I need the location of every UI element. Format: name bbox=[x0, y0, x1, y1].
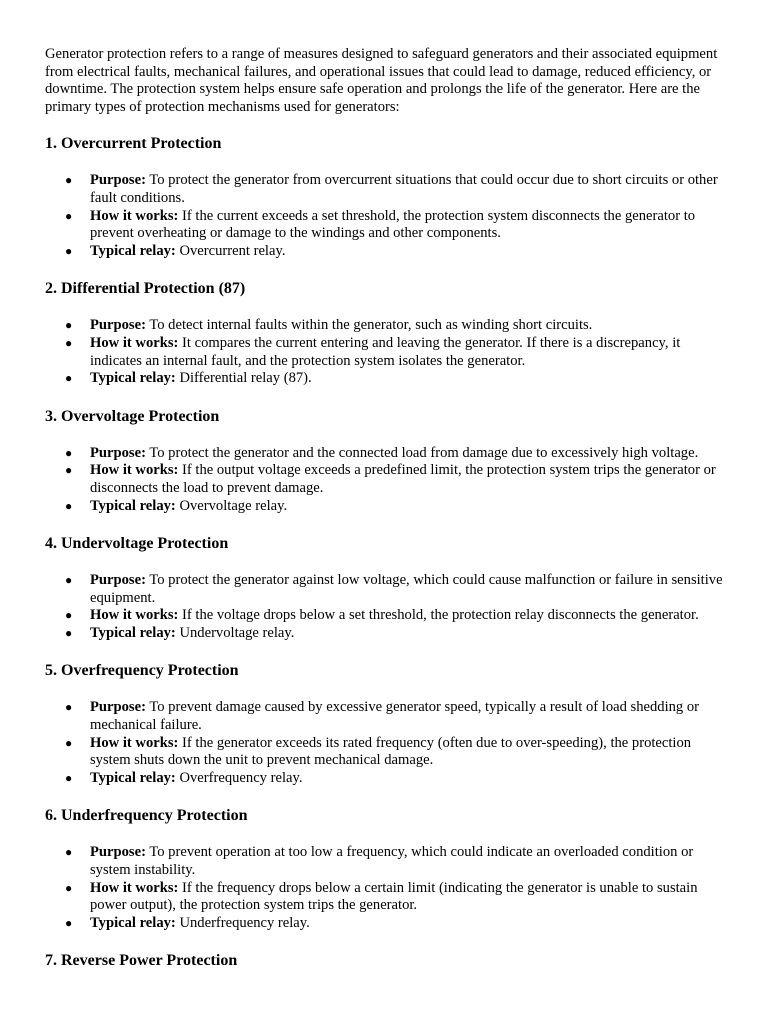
item-text: To protect the generator against low voltage, which could cause malfunction or failure in sensitive equipment. bbox=[90, 572, 723, 606]
list-item bbox=[65, 769, 724, 788]
bullet-icon: ● bbox=[65, 735, 73, 750]
list-item bbox=[65, 497, 724, 516]
list-item bbox=[65, 572, 724, 607]
item-label: How it works: bbox=[90, 207, 179, 224]
list-item bbox=[65, 242, 724, 261]
item-label: Typical relay: bbox=[90, 370, 176, 387]
item-label: How it works: bbox=[90, 734, 179, 751]
list-item bbox=[65, 207, 724, 243]
item-label: Purpose: bbox=[90, 699, 146, 716]
item-label: Purpose: bbox=[90, 172, 146, 189]
bullet-icon: ● bbox=[65, 173, 73, 188]
item-text: Underfrequency relay. bbox=[179, 914, 310, 931]
item-text: To protect the generator and the connected load from damage due to excessively high voltage. bbox=[149, 444, 699, 461]
item-label: How it works: bbox=[90, 462, 179, 479]
item-label: Typical relay: bbox=[90, 769, 176, 786]
section-list-underfrequency bbox=[45, 844, 724, 932]
bullet-icon: ● bbox=[65, 371, 73, 386]
bullet-icon: ● bbox=[65, 845, 73, 860]
item-text: If the current exceeds a set threshold, the protection system disconnects the generator to prevent overheating or damage to the windings and other components. bbox=[90, 207, 696, 242]
item-text: Differential relay (87). bbox=[179, 370, 312, 387]
item-label: How it works: bbox=[90, 334, 179, 351]
section-list-overfrequency bbox=[45, 699, 724, 787]
bullet-icon: ● bbox=[65, 335, 73, 350]
list-item bbox=[65, 370, 724, 388]
item-label: How it works: bbox=[90, 879, 179, 896]
list-item bbox=[65, 844, 724, 879]
bullet-icon: ● bbox=[65, 880, 73, 895]
bullet-icon: ● bbox=[65, 625, 73, 640]
bullet-icon: ● bbox=[65, 700, 73, 715]
section-title-overvoltage: 3. Overvoltage Protection bbox=[45, 407, 220, 425]
item-text: If the frequency drops below a certain limit (indicating the generator is unable to sustain power output), the protection system trips the generator. bbox=[90, 879, 698, 914]
section-title-reverse-power: 7. Reverse Power Protection bbox=[45, 952, 238, 970]
bullet-icon: ● bbox=[65, 463, 73, 478]
list-item bbox=[65, 334, 724, 370]
item-text: If the generator exceeds its rated frequency (often due to over-speeding), the protection system shuts down the unit to prevent mechanical damage. bbox=[90, 734, 692, 769]
bullet-icon: ● bbox=[65, 208, 73, 223]
section-list-overvoltage bbox=[45, 445, 724, 515]
bullet-icon: ● bbox=[65, 608, 73, 623]
item-text: Overvoltage relay. bbox=[179, 497, 288, 514]
item-text: To prevent damage caused by excessive generator speed, typically a result of load shedding or mechanical failure. bbox=[90, 699, 700, 734]
list-item bbox=[65, 462, 724, 497]
intro-paragraph: Generator protection refers to a range of measures designed to safeguard generators and their associated equipment from electrical faults, mechanical failures, and operational issues that could lead to damage, reduced efficiency, or downtime. The protection system helps ensure safe operation and prolongs the life of the generator. Here are the primary types of protection mechanisms used for generators: bbox=[45, 46, 718, 115]
list-item bbox=[65, 172, 724, 207]
list-item bbox=[65, 624, 724, 643]
list-item bbox=[65, 699, 724, 734]
section-title-undervoltage: 4. Undervoltage Protection bbox=[45, 535, 229, 553]
bullet-icon: ● bbox=[65, 445, 73, 460]
item-label: Purpose: bbox=[90, 317, 146, 334]
bullet-icon: ● bbox=[65, 915, 73, 930]
bullet-icon: ● bbox=[65, 770, 73, 785]
section-title-differential: 2. Differential Protection (87) bbox=[45, 280, 246, 298]
section-title-overfrequency: 5. Overfrequency Protection bbox=[45, 662, 239, 680]
item-label: Typical relay: bbox=[90, 624, 176, 641]
item-text: Undervoltage relay. bbox=[179, 624, 295, 641]
section-list-undervoltage bbox=[45, 572, 724, 642]
bullet-icon: ● bbox=[65, 498, 73, 513]
item-text: Overcurrent relay. bbox=[179, 242, 286, 259]
item-text: To protect the generator from overcurrent situations that could occur due to short circuits or other fault conditions. bbox=[90, 172, 718, 206]
section-title-overcurrent: 1. Overcurrent Protection bbox=[45, 135, 222, 153]
item-text: To detect internal faults within the generator, such as winding short circuits. bbox=[149, 317, 593, 334]
section-list-overcurrent bbox=[45, 172, 724, 260]
item-label: How it works: bbox=[90, 607, 179, 624]
item-text: If the voltage drops below a set threshold, the protection relay disconnects the generator. bbox=[182, 607, 699, 624]
list-item bbox=[65, 444, 724, 463]
item-text: Overfrequency relay. bbox=[179, 769, 303, 786]
list-item bbox=[65, 317, 724, 335]
section-title-underfrequency: 6. Underfrequency Protection bbox=[45, 807, 248, 825]
bullet-icon: ● bbox=[65, 573, 73, 588]
item-label: Purpose: bbox=[90, 844, 146, 861]
item-label: Purpose: bbox=[90, 444, 146, 461]
item-label: Typical relay: bbox=[90, 497, 176, 514]
list-item bbox=[65, 734, 724, 770]
list-item bbox=[65, 607, 724, 625]
section-list-differential bbox=[45, 317, 724, 387]
item-label: Typical relay: bbox=[90, 242, 176, 259]
item-text: It compares the current entering and leaving the generator. If there is a discrepancy, it indicates an internal fault, and the protection system isolates the generator. bbox=[90, 334, 681, 369]
bullet-icon: ● bbox=[65, 243, 73, 258]
item-label: Typical relay: bbox=[90, 914, 176, 931]
bullet-icon: ● bbox=[65, 318, 73, 333]
item-text: To prevent operation at too low a frequency, which could indicate an overloaded condition or system instability. bbox=[90, 844, 694, 879]
item-label: Purpose: bbox=[90, 572, 146, 589]
item-text: If the output voltage exceeds a predefined limit, the protection system trips the generator or disconnects the load to prevent damage. bbox=[90, 462, 716, 496]
list-item bbox=[65, 879, 724, 915]
list-item bbox=[65, 914, 724, 933]
